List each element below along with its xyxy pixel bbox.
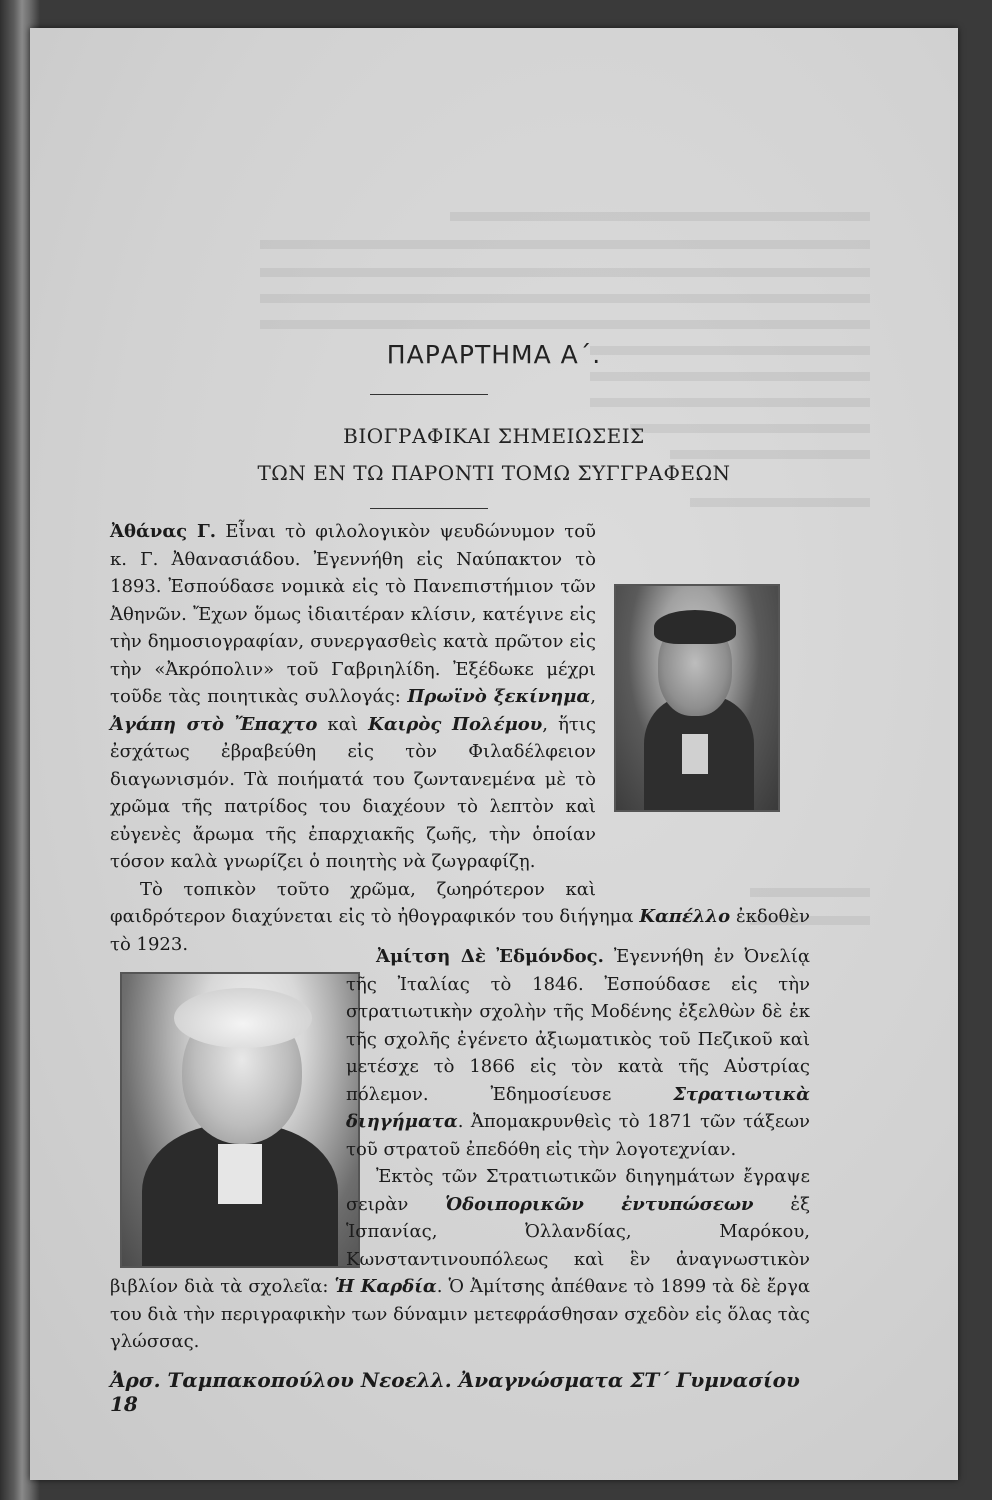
entry-athanas-text — [110, 518, 810, 958]
work-kairos-polemou: Καιρὸς Πολέμου — [368, 713, 543, 735]
work-proino-xekinima: Πρωϊνὸ ξεκίνημα — [407, 686, 591, 707]
entry-amicis-text-b: . Ἀπομακρυνθεὶς τὸ 1871 τῶν τάξεων τοῦ στρατοῦ ἐπεδόθη εἰς τὴν λογοτεχνίαν. — [346, 1111, 810, 1160]
entry-amicis-text — [110, 943, 810, 1356]
document-page — [30, 28, 958, 1480]
entry-athanas-text-b: , ἥτις ἐσχάτως ἐβραβεύθη εἰς τὸν Φιλαδέλφειον διαγωνισμόν. Τὰ ποιήματά του ζωντανεμένα μὲ τὸ χρῶμα τῆς πατρίδος του διαχέουν τὸ λεπτὸν καὶ εὐγενὲς ἄρωμα τῆς ἐπαρχιακῆς ζωῆς, τὴν ὁποίαν τόσον καλὰ γνωρίζει ὁ ποιητὴς νὰ ζωγραφίζῃ. — [110, 713, 597, 872]
divider-bottom — [370, 508, 488, 509]
heading-line-1: ΒΙΟΓΡΑΦΙΚΑΙ ΣΗΜΕΙΩΣΕΙΣ — [343, 424, 645, 448]
entry-amicis-paragraph-1 — [110, 943, 810, 1163]
page-footer: Ἀρσ. Ταμπακοπούλου Νεοελλ. Ἀναγνώσματα ΣΤ΄ Γυμνασίου 18 — [110, 1368, 800, 1416]
photo-float-space — [608, 578, 820, 893]
entry-athanas-text-a: Εἶναι τὸ φιλολογικὸν ψευδώνυμον τοῦ κ. Γ. Ἀθανασιάδου. Ἐγεννήθη εἰς Ναύπακτον τὸ 1893. Ἐσπούδασε νομικὰ εἰς τὸ Πανεπιστήμιον τῶν Ἀθηνῶν. Ἔχων ὅμως ἰδιαιτέραν κλίσιν, κατέγινε εἰς τὴν δημοσιογραφίαν, συνεργασθεὶς κατὰ πρῶτον εἰς τὴν «Ἀκρόπολιν» τοῦ Γαβριηλίδη. Ἐξέδωκε μέχρι τοῦδε τὰς ποιητικὰς συλλογάς: — [110, 521, 597, 707]
heading-line-2: ΤΩΝ ΕΝ ΤΩ ΠΑΡΟΝΤΙ ΤΟΜΩ ΣΥΓΓΡΑΦΕΩΝ — [257, 461, 731, 485]
separator-1: , — [590, 686, 597, 707]
separator-2: καὶ — [317, 713, 369, 735]
entry-amicis-text-e: . Ὁ Ἀμίτσης ἀπέθανε τὸ 1899 τὰ δὲ ἔργα του διὰ τὴν περιγραφικὴν των δύναμιν μετεφράσθησαν σχεδὸν εἰς ὅλας τὰς γλώσσας. — [110, 1276, 810, 1352]
entry-athanas-text-d: ἐκδοθὲν τὸ 1923. — [110, 906, 810, 955]
entry-athanas-text-c: Τὸ τοπικὸν τοῦτο χρῶμα, ζωηρότερον καὶ φαιδρότερον διαχύνεται εἰς τὸ ἠθογραφικόν του διήγημα — [110, 878, 640, 927]
entry-athanas-paragraph-1 — [110, 518, 810, 876]
work-kapello: Καπέλλο — [639, 906, 731, 927]
author-name-amicis: Ἀμίτση Δὲ Ἐδμόνδος. — [376, 946, 604, 967]
work-i-kardia: Ἡ Καρδία — [334, 1276, 437, 1297]
divider-top — [370, 394, 488, 395]
author-name-athanas: Ἀθάνας Γ. — [110, 521, 217, 542]
work-odoiporikon-entyposeon: Ὁδοιπορικῶν ἐντυπώσεων — [445, 1193, 754, 1215]
appendix-title: ΠΑΡΑΡΤΗΜΑ Α΄. — [386, 340, 602, 369]
work-stratiotika-diigimata: Στρατιωτικὰ διηγήματα — [346, 1083, 810, 1132]
photo-float-space — [80, 971, 338, 1271]
work-agapi-sto-epachto: Ἀγάπη στὸ Ἔπαχτο — [110, 713, 318, 735]
entry-amicis-text-d: ἐξ Ἱσπανίας, Ὀλλανδίας, Μαρόκου, Κωνσταντινουπόλεως καὶ ἓν ἀναγνωστικὸν βιβλίον διὰ τὰ σχολεῖα: — [110, 1193, 811, 1297]
entry-amicis-text-a: Ἐγεννήθη ἐν Ὀνελίᾳ τῆς Ἰταλίας τὸ 1846. Ἐσπούδασε εἰς τὴν στρατιωτικὴν σχολὴν τῆς Μοδένης ἐξελθὼν δὲ ἐκ τῆς σχολῆς ἐγένετο ἀξιωματικὸς τοῦ Πεζικοῦ καὶ μετέσχε τὸ 1866 εἰς τὸν κατὰ τῆς Αὐστρίας πόλεμον. Ἐδημοσίευσε — [346, 946, 810, 1105]
entry-amicis-text-c: Ἐκτὸς τῶν Στρατιωτικῶν διηγημάτων ἔγραψε σειρὰν — [346, 1166, 810, 1215]
